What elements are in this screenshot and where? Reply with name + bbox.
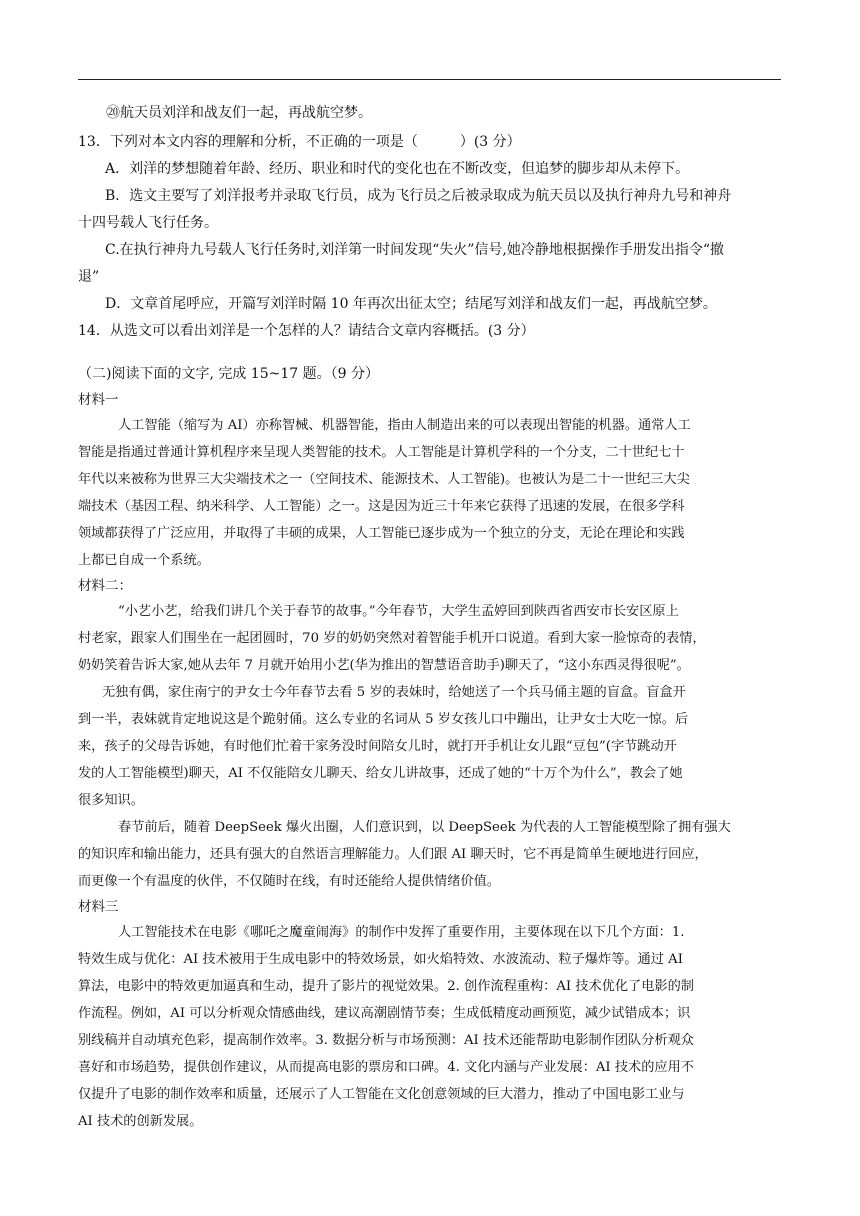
material-2-line: 很多知识。 [78,793,144,808]
question-13-option-d: D．文章首尾呼应，开篇写刘洋时隔 10 年再次出征太空；结尾写刘洋和战友们一起，再战航空梦。 [105,296,717,312]
material-3-line: 人工智能技术在电影《哪吒之魔童闹海》的制作中发挥了重要作用，主要体现在以下几个方面：1. [118,925,685,940]
question-13-option-c-cont: 退” [78,269,100,285]
material-2-label: 材料二： [78,578,132,594]
question-13-option-c: C.在执行神舟九号载人飞行任务时,刘洋第一时间发现“失火”信号,她冷静地根据操作手册发出指令“撤 [105,242,725,258]
material-1-paragraph [78,412,782,574]
material-2-line: 奶奶笑着告诉大家,她从去年 7 月就开始用小艺(华为推出的智慧语音助手)聊天了，“这小东西灵得很呢”。 [78,658,690,673]
question-13-option-a: A．刘洋的梦想随着年龄、经历、职业和时代的变化也在不断改变，但追梦的脚步却从未停下。 [105,161,690,177]
material-2-line: 无独有偶，家住南宁的尹女士今年春节去看 5 岁的表妹时，给她送了一个兵马俑主题的盲盒。盲盒开 [102,685,686,700]
material-1-line: 人工智能（缩写为 AI）亦称智械、机器智能，指由人制造出来的可以表现出智能的机器。通常人工 [118,418,691,433]
section-2-heading: （二)阅读下面的文字, 完成 15~17 题。（9 分） [78,366,379,382]
material-2-line: 而更像一个有温度的伙伴，不仅随时在线，有时还能给人提供情绪价值。 [78,874,500,889]
material-2-line: 春节前后，随着 DeepSeek 爆火出圈，人们意识到，以 DeepSeek 为代表的人工智能模型除了拥有强大 [118,820,731,835]
header-rule [78,79,781,80]
material-3-line: 仅提升了电影的制作效率和质量，还展示了人工智能在文化创意领域的巨大潜力，推动了中国电影工业与 [78,1087,685,1102]
question-13-option-b-cont: 十四号载人飞行任务。 [78,215,218,231]
material-2-line: “小艺小艺，给我们讲几个关于春节的故事。”今年春节，大学生孟婷回到陕西省西安市长安区原上 [118,604,679,619]
material-3-line: 喜好和市场趋势，提供创作建议，从而提高电影的票房和口碑。4. 文化内涵与产业发展：AI 技术的应用不 [78,1060,694,1075]
material-2-paragraph-3 [78,814,782,895]
material-1-line: 年代以来被称为世界三大尖端技术之一（空间技术、能源技术、人工智能)。也被认为是二十一世纪三大尖 [78,472,690,487]
material-1-line: 智能是指通过普通计算机程序来呈现人类智能的技术。人工智能是计算机学科的一个分支，二十世纪七十 [78,445,685,460]
material-2-line: 的知识库和输出能力，还具有强大的自然语言理解能力。人们跟 AI 聊天时，它不再是简单生硬地进行回应， [78,847,708,862]
material-2-line: 发的人工智能模型)聊天，AI 不仅能陪女儿聊天、给女儿讲故事，还成了她的“十万个为什么”，教会了她 [78,766,683,781]
material-3-paragraph [78,919,782,1135]
material-3-label: 材料三 [78,899,119,915]
material-1-label: 材料一 [78,392,119,408]
material-3-line: 特效生成与优化：AI 技术被用于生成电影中的特效场景，如火焰特效、水波流动、粒子爆炸等。通过 AI [78,952,683,967]
question-14: 14．从选文可以看出刘洋是一个怎样的人？请结合文章内容概括。(3 分） [78,323,535,339]
material-3-line: 别线稿并自动填充色彩，提高制作效率。3. 数据分析与市场预测：AI 技术还能帮助电影制作团队分析观众 [78,1033,694,1048]
material-3-line: 算法，电影中的特效更加逼真和生动，提升了影片的视觉效果。2. 创作流程重构：AI 技术优化了电影的制 [78,979,694,994]
exam-page [78,100,782,1135]
material-2-line: 到一半，表妹就肯定地说这是个跪射俑。这么专业的名词从 5 岁女孩儿口中蹦出，让尹女士大吃一惊。后 [78,712,689,727]
material-2-paragraph-1 [78,598,782,679]
material-1-line: 领域都获得了广泛应用，并取得了丰硕的成果，人工智能已逐步成为一个独立的分支，无论在理论和实践 [78,526,685,541]
question-13-option-b: B．选文主要写了刘洋报考并录取飞行员，成为飞行员之后被录取成为航天员以及执行神舟九号和神舟 [105,188,732,204]
story-line-20: ⑳航天员刘洋和战友们一起，再战航空梦。 [106,105,372,121]
material-1-line: 端技术（基因工程、纳米科学、人工智能）之一。这是因为近三十年来它获得了迅速的发展，在很多学科 [78,499,685,514]
material-2-line: 村老家，跟家人们围坐在一起团圆时，70 岁的奶奶突然对着智能手机开口说道。看到大家一脸惊奇的表情， [78,631,706,646]
material-3-line: AI 技术的创新发展。 [78,1114,203,1129]
material-3-line: 作流程。例如，AI 可以分析观众情感曲线，建议高潮剧情节奏；生成低精度动画预览，减少试错成本；识 [78,1006,691,1021]
material-2-line: 来，孩子的父母告诉她，有时他们忙着干家务没时间陪女儿时，就打开手机让女儿跟“豆包”(字节跳动开 [78,739,677,754]
question-13-stem: 13．下列对本文内容的理解和分析，不正确的一项是（ ）(3 分） [78,134,521,150]
material-1-line: 上都已自成一个系统。 [78,553,210,568]
material-2-paragraph-2 [78,679,782,814]
